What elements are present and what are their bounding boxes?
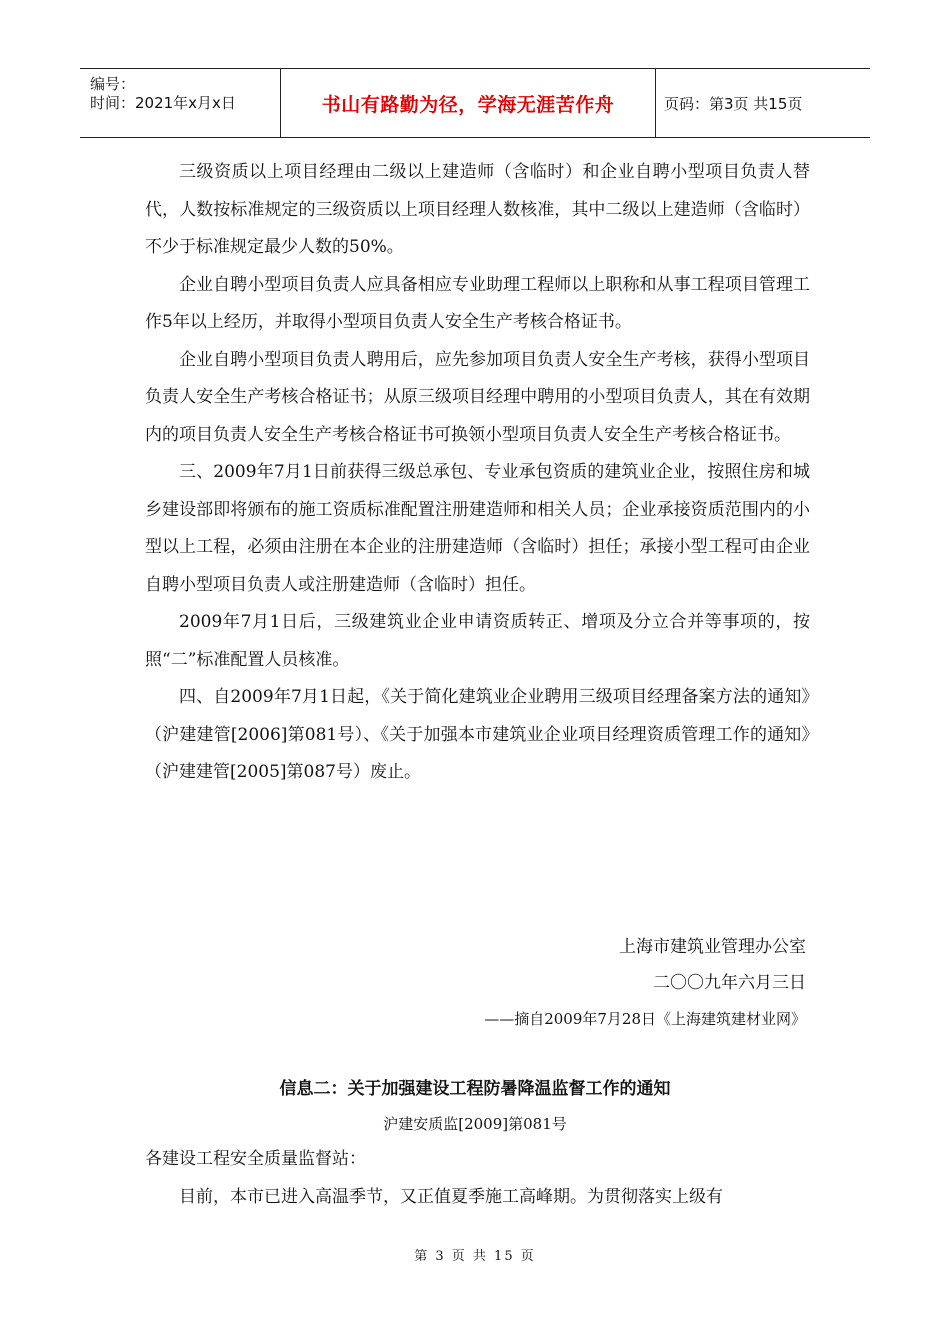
header-motto: 书山有路勤为径，学海无涯苦作舟 [281, 69, 656, 137]
document-time-label: 时间：2021年x月x日 [90, 94, 236, 112]
addressee: 各建设工程安全质量监督站： [145, 1149, 366, 1169]
page-footer: 第 3 页 共 15 页 [414, 1249, 536, 1264]
body-paragraph: 企业自聘小型项目负责人应具备相应专业助理工程师以上职称和从事工程项目管理工作5年以上经历，并取得小型项目负责人安全生产考核合格证书。 [145, 274, 810, 332]
body-paragraph: 三、2009年7月1日前获得三级总承包、专业承包资质的建筑业企业，按照住房和城乡建设部即将颁布的施工资质标准配置注册建造师和相关人员；企业承接资质范围内的小型以上工程，必须由注册在本企业的注册建造师（含临时）担任；承接小型工程可由企业自聘小型项目负责人或注册建造师（含临时）担任。 [145, 462, 810, 595]
notice-first-line: 目前，本市已进入高温季节，又正值夏季施工高峰期。为贯彻落实上级有 [179, 1186, 723, 1207]
body-paragraph: 企业自聘小型项目负责人聘用后，应先参加项目负责人安全生产考核，获得小型项目负责人安全生产考核合格证书；从原三级项目经理中聘用的小型项目负责人，其在有效期内的项目负责人安全生产考核合格证书可换领小型项目负责人安全生产考核合格证书。 [145, 349, 810, 445]
notice-body [145, 1141, 810, 1216]
header-meta [80, 69, 281, 137]
document-body [145, 154, 810, 792]
header-page-info: 页码：第3页 共15页 [664, 94, 803, 113]
document-number: 沪建安质监[2009]第081号 [383, 1115, 567, 1133]
signature-date: 二〇〇九年六月三日 [653, 973, 806, 993]
section-title: 信息二：关于加强建设工程防暑降温监督工作的通知 [279, 1079, 671, 1099]
source-note: ——摘自2009年7月28日《上海建筑建材业网》 [484, 1010, 806, 1028]
body-paragraph: 四、自2009年7月1日起，《关于简化建筑业企业聘用三级项目经理备案方法的通知》（沪建建管[2006]第081号）、《关于加强本市建筑业企业项目经理资质管理工作的通知》（沪建建管[2005]第087号）废止。 [145, 687, 810, 782]
body-paragraph: 2009年7月1日后，三级建筑业企业申请资质转正、增项及分立合并等事项的，按照“二”标准配置人员核准。 [145, 612, 810, 670]
document-number-label: 编号： [90, 75, 136, 93]
signature-org: 上海市建筑业管理办公室 [619, 937, 806, 957]
body-paragraph: 三级资质以上项目经理由二级以上建造师（含临时）和企业自聘小型项目负责人替代，人数按标准规定的三级资质以上项目经理人数核准，其中二级以上建造师（含临时）不少于标准规定最少人数的50%。 [145, 162, 810, 257]
page-header [80, 68, 870, 138]
